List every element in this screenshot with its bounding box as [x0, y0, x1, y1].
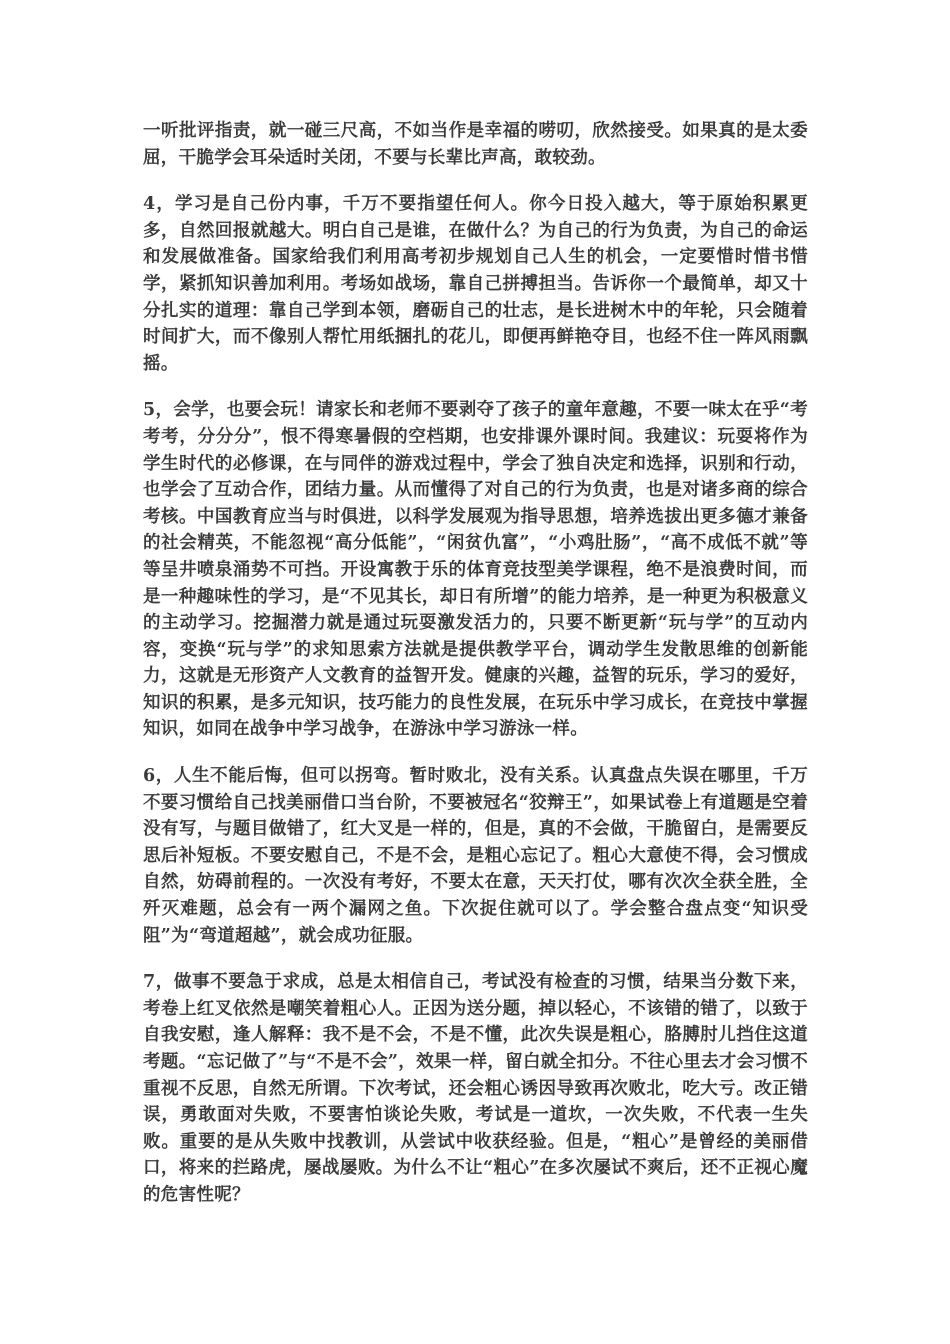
paragraph-point-4: 4，学习是自己份内事，千万不要指望任何人。你今日投入越大，等于原始积累更多，自然回报就越大。明白自己是谁，在做什么？为自己的行为负责，为自己的命运和发展做准备。国家给我们利用高考初步规划自己人生的机会，一定要惜时惜书惜学，紧抓知识善加利用。考场如战场，靠自己拼搏担当。告诉你一个最简单，却又十分扎实的道理：靠自己学到本领，磨砺自己的壮志，是长进树木中的年轮，只会随着时间扩大，而不像别人帮忙用纸捆扎的花儿，即便再鲜艳夺目，也经不住一阵风雨飘摇。 — [143, 194, 808, 374]
paragraph-point-5: 5，会学，也要会玩！请家长和老师不要剥夺了孩子的童年意趣，不要一味太在乎“考考考，分分分”，恨不得寒暑假的空档期，也安排课外课时间。我建议：玩耍将作为学生时代的必修课，在与同伴的游戏过程中，学会了独自决定和选择，识别和行动，也学会了互动合作，团结力量。从而懂得了对自己的行为负责，也是对诸多商的综合考核。中国教育应当与时俱进，以科学发展观为指导思想，培养选拔出更多德才兼备的社会精英，不能忽视“高分低能”，“闲贫仇富”，“小鸡肚肠”，“高不成低不就”等等呈井喷泉涌势不可挡。开设寓教于乐的体育竞技型美学课程，绝不是浪费时间，而是一种趣味性的学习，是“不见其长，却日有所增”的能力培养，是一种更为积极意义的主动学习。挖掘潜力就是通过玩耍激发活力的，只要不断更新“玩与学”的互动内容，变换“玩与学”的求知思索方法就是提供教学平台，调动学生发散思维的创新能力，这就是无形资产人文教育的益智开发。健康的兴趣，益智的玩乐，学习的爱好，知识的积累，是多元知识，技巧能力的良性发展，在玩乐中学习成长，在竞技中掌握知识，如同在战争中学习战争，在游泳中学习游泳一样。 — [143, 400, 808, 740]
paragraph-point-7: 7，做事不要急于求成，总是太相信自己，考试没有检查的习惯，结果当分数下来，考卷上红叉依然是嘲笑着粗心人。正因为送分题，掉以轻心，不该错的错了，以致于自我安慰，逢人解释：我不是不会，不是不懂，此次失误是粗心，胳膊肘儿挡住这道考题。“忘记做了”与“不是不会”，效果一样，留白就全扣分。不往心里去才会习惯不重视不反思，自然无所谓。下次考试，还会粗心诱因导致再次败北，吃大亏。改正错误，勇敢面对失败，不要害怕谈论失败，考试是一道坎，一次失败，不代表一生失败。重要的是从失败中找教训，从尝试中收获经验。但是，“粗心”是曾经的美丽借口，将来的拦路虎，屡战屡败。为什么不让“粗心”在多次屡试不爽后，还不正视心魔的危害性呢？ — [143, 972, 808, 1205]
paragraph-point-6: 6，人生不能后悔，但可以拐弯。暂时败北，没有关系。认真盘点失误在哪里，千万不要习惯给自己找美丽借口当台阶，不要被冠名“狡辩王”，如果试卷上有道题是空着没有写，与题目做错了，红大叉是一样的，但是，真的不会做，干脆留白，是需要反思后补短板。不要安慰自己，不是不会，是粗心忘记了。粗心大意使不得，会习惯成自然，妨碍前程的。一次没有考好，不要太在意，天天打仗，哪有次次全获全胜，全歼灭难题，总会有一两个漏网之鱼。下次捉住就可以了。学会整合盘点变“知识受阻”为“弯道超越”，就会成功征服。 — [143, 766, 808, 946]
paragraph-continuation: 一听批评指责，就一碰三尺高，不如当作是幸福的唠叨，欣然接受。如果真的是太委屈，干脆学会耳朵适时关闭，不要与长辈比声高，敢较劲。 — [143, 121, 808, 168]
